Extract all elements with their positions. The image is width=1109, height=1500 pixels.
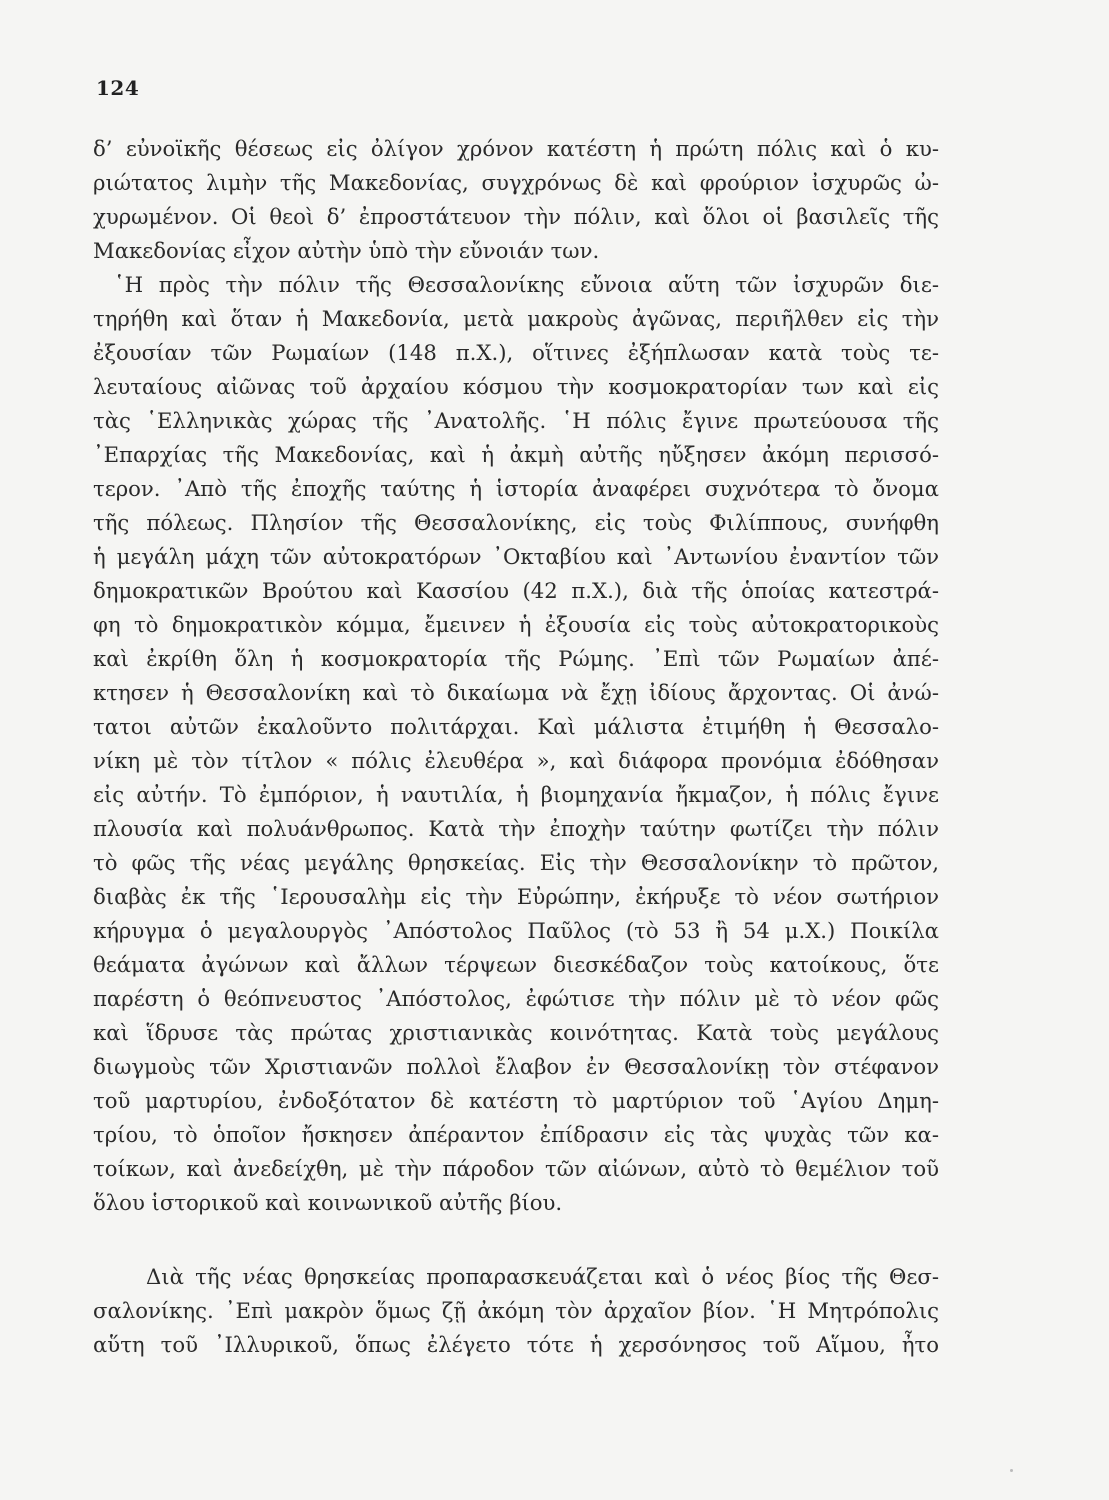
text-line: φη τὸ δημοκρατικὸν κόμμα, ἔμεινεν ἡ ἐξουσία εἰς τοὺς αὐτοκρατορικοὺς — [93, 612, 939, 637]
text-line: τὰς ῾Ελληνικὰς χώρας τῆς ᾿Ανατολῆς. ῾Η πόλις ἔγινε πρωτεύουσα τῆς — [93, 408, 939, 433]
text-line: τατοι αὐτῶν ἐκαλοῦντο πολιτάρχαι. Καὶ μάλιστα ἐτιμήθη ἡ Θεσσαλο- — [93, 714, 939, 739]
text-line: νίκη μὲ τὸν τίτλον « πόλις ἐλευθέρα », καὶ διάφορα προνόμια ἐδόθησαν — [93, 748, 939, 773]
text-line: ριώτατος λιμὴν τῆς Μακεδονίας, συγχρόνως δὲ καὶ φρούριον ἰσχυρῶς ὠ- — [93, 170, 939, 195]
text-line: Μακεδονίας εἶχον αὐτὴν ὑπὸ τὴν εὔνοιάν των. — [93, 238, 600, 263]
text-line: καὶ ἐκρίθη ὅλη ἡ κοσμοκρατορία τῆς Ρώμης. ᾿Επὶ τῶν Ρωμαίων ἀπέ- — [93, 646, 939, 671]
text-line: δημοκρατικῶν Βρούτου καὶ Κασσίου (42 π.Χ.), διὰ τῆς ὁποίας κατεστρά- — [93, 578, 939, 603]
text-line: πλουσία καὶ πολυάνθρωπος. Κατὰ τὴν ἐποχὴν ταύτην φωτίζει τὴν πόλιν — [93, 816, 939, 841]
text-line: αὕτη τοῦ ᾿Ιλλυρικοῦ, ὅπως ἐλέγετο τότε ἡ χερσόνησος τοῦ Αἵμου, ἦτο — [93, 1332, 939, 1357]
text-line: τοῦ μαρτυρίου, ἐνδοξότατον δὲ κατέστη τὸ μαρτύριον τοῦ ῾Αγίου Δημη- — [93, 1088, 939, 1113]
text-line: τῆς πόλεως. Πλησίον τῆς Θεσσαλονίκης, εἰς τοὺς Φιλίππους, συνήφθη — [93, 510, 939, 535]
text-line: εἰς αὐτήν. Τὸ ἐμπόριον, ἡ ναυτιλία, ἡ βιομηχανία ἤκμαζον, ἡ πόλις ἔγινε — [93, 782, 939, 807]
text-line: διαβὰς ἐκ τῆς ῾Ιερουσαλὴμ εἰς τὴν Εὐρώπην, ἐκήρυξε τὸ νέον σωτήριον — [93, 884, 939, 909]
text-line: ῾Η πρὸς τὴν πόλιν τῆς Θεσσαλονίκης εὔνοια αὕτη τῶν ἰσχυρῶν διε- — [114, 272, 939, 297]
paper-speck — [1010, 1469, 1013, 1472]
text-line: ἐξουσίαν τῶν Ρωμαίων (148 π.Χ.), οἵτινες ἐξήπλωσαν κατὰ τοὺς τε- — [93, 340, 939, 365]
text-line: χυρωμένον. Οἱ θεοὶ δ’ ἐπροστάτευον τὴν πόλιν, καὶ ὅλοι οἱ βασιλεῖς τῆς — [93, 204, 939, 229]
text-line: ᾿Επαρχίας τῆς Μακεδονίας, καὶ ἡ ἀκμὴ αὐτῆς ηὔξησεν ἀκόμη περισσό- — [93, 442, 939, 467]
text-line: θεάματα ἀγώνων καὶ ἄλλων τέρψεων διεσκέδαζον τοὺς κατοίκους, ὅτε — [93, 952, 939, 977]
text-line: τηρήθη καὶ ὅταν ἡ Μακεδονία, μετὰ μακροὺς ἀγῶνας, περιῆλθεν εἰς τὴν — [93, 306, 939, 331]
text-line: καὶ ἵδρυσε τὰς πρώτας χριστιανικὰς κοινότητας. Κατὰ τοὺς μεγάλους — [93, 1020, 939, 1045]
text-line: Διὰ τῆς νέας θρησκείας προπαρασκευάζεται καὶ ὁ νέος βίος τῆς Θεσ- — [146, 1264, 939, 1289]
text-line: ἡ μεγάλη μάχη τῶν αὐτοκρατόρων ᾿Οκταβίου καὶ ᾿Αντωνίου ἐναντίον τῶν — [93, 544, 939, 569]
text-line: τερον. ᾿Απὸ τῆς ἐποχῆς ταύτης ἡ ἱστορία ἀναφέρει συχνότερα τὸ ὄνομα — [93, 476, 939, 501]
text-line: τὸ φῶς τῆς νέας μεγάλης θρησκείας. Εἰς τὴν Θεσσαλονίκην τὸ πρῶτον, — [93, 850, 939, 875]
text-line: παρέστη ὁ θεόπνευστος ᾿Απόστολος, ἐφώτισε τὴν πόλιν μὲ τὸ νέον φῶς — [93, 986, 939, 1011]
text-line: δ’ εὐνοϊκῆς θέσεως εἰς ὀλίγον χρόνον κατέστη ἡ πρώτη πόλις καὶ ὁ κυ- — [93, 136, 939, 161]
page-number: 124 — [96, 76, 140, 100]
text-line: διωγμοὺς τῶν Χριστιανῶν πολλοὶ ἔλαβον ἐν Θεσσαλονίκῃ τὸν στέφανον — [93, 1054, 939, 1079]
text-line: σαλονίκης. ᾿Επὶ μακρὸν ὅμως ζῇ ἀκόμη τὸν ἀρχαῖον βίον. ῾Η Μητρόπολις — [93, 1298, 939, 1323]
text-line: τοίκων, καὶ ἀνεδείχθη, μὲ τὴν πάροδον τῶν αἰώνων, αὐτὸ τὸ θεμέλιον τοῦ — [93, 1156, 939, 1181]
text-line: κτησεν ἡ Θεσσαλονίκη καὶ τὸ δικαίωμα νὰ ἔχῃ ἰδίους ἄρχοντας. Οἱ ἀνώ- — [93, 680, 939, 705]
text-line: κήρυγμα ὁ μεγαλουργὸς ᾿Απόστολος Παῦλος (τὸ 53 ἢ 54 μ.Χ.) Ποικίλα — [93, 918, 939, 943]
text-line: λευταίους αἰῶνας τοῦ ἀρχαίου κόσμου τὴν κοσμοκρατορίαν των καὶ εἰς — [93, 374, 939, 399]
text-line: ὅλου ἱστορικοῦ καὶ κοινωνικοῦ αὐτῆς βίου. — [93, 1190, 563, 1215]
text-line: τρίου, τὸ ὁποῖον ἤσκησεν ἀπέραντον ἐπίδρασιν εἰς τὰς ψυχὰς τῶν κα- — [93, 1122, 939, 1147]
